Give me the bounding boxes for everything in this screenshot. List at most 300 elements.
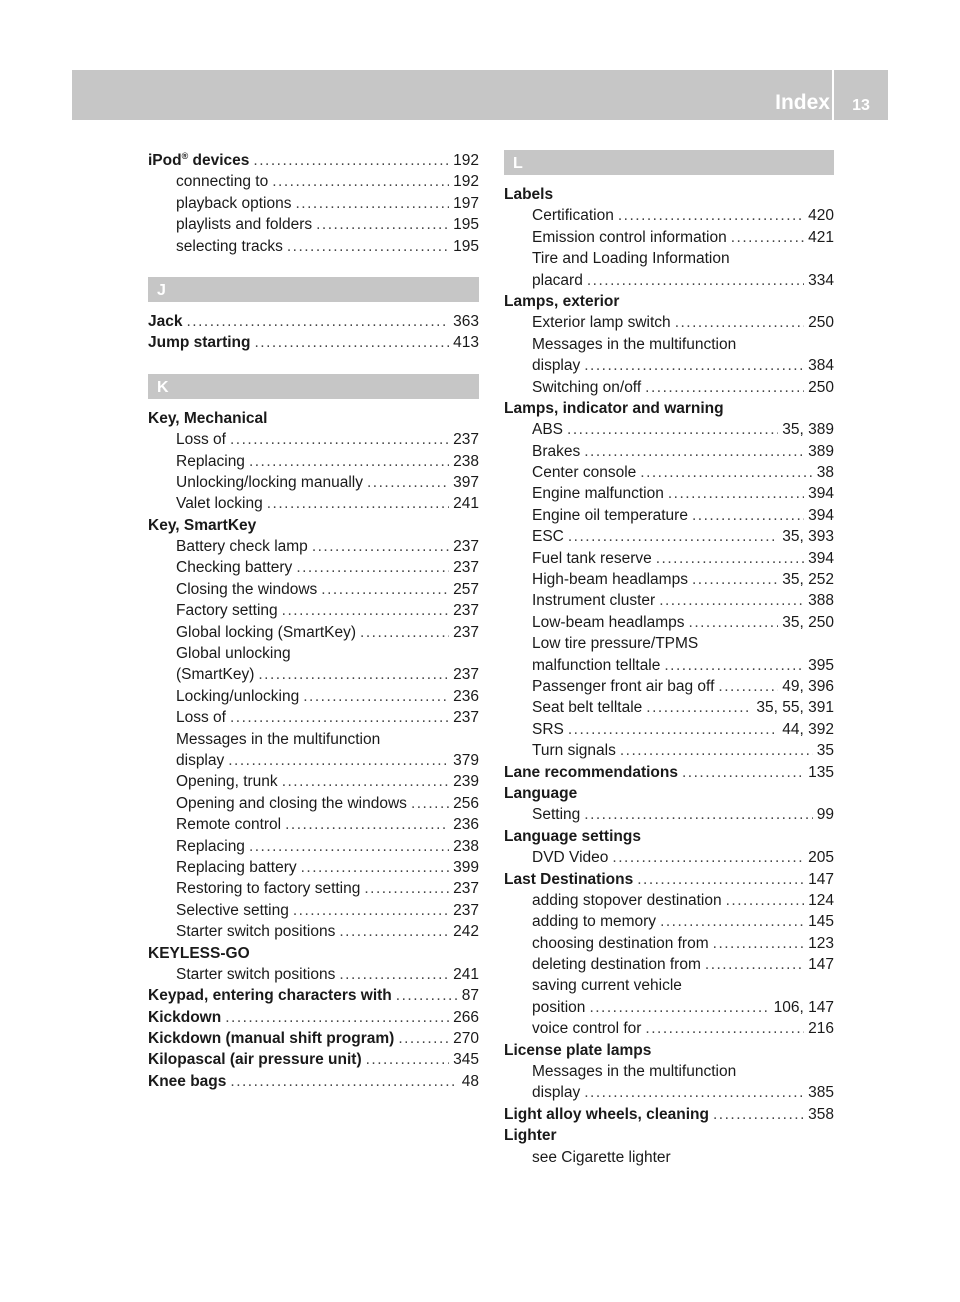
- entry-term: [176, 964, 335, 985]
- dot-leader: [312, 536, 449, 557]
- index-column-right: [504, 150, 834, 1168]
- dot-leader: [682, 762, 804, 783]
- page-reference: 35, 252: [782, 571, 834, 589]
- entry-term-text: Replacing battery: [176, 858, 297, 876]
- entry-term-text: ABS: [532, 421, 564, 439]
- entry-term-text: Unlocking/locking manually: [176, 473, 363, 491]
- entry-term: [532, 847, 608, 868]
- page-reference: 44, 392: [782, 720, 834, 738]
- entry-term: [176, 707, 226, 728]
- entry-term-text: Switching on/off: [532, 378, 642, 396]
- dot-leader: [612, 847, 804, 868]
- dot-leader: [692, 569, 778, 590]
- index-entry: [504, 676, 834, 697]
- dot-leader: [568, 526, 778, 547]
- page-reference: 241: [453, 495, 479, 513]
- dot-leader: [230, 707, 449, 728]
- page-reference: 99: [816, 806, 834, 824]
- entry-term: [532, 462, 636, 483]
- entry-term-text: ESC: [532, 528, 564, 546]
- entry-term-text: placard: [532, 271, 583, 289]
- dot-leader: [689, 612, 779, 633]
- dot-leader: [584, 355, 804, 376]
- entry-term-text: KEYLESS-GO: [148, 944, 250, 962]
- entry-term: [532, 377, 641, 398]
- page-reference: 257: [453, 580, 479, 598]
- index-entry: [504, 612, 834, 633]
- entry-term-text: connecting to: [176, 173, 269, 191]
- index-entry: [148, 771, 479, 792]
- entry-term: [532, 954, 701, 975]
- page-reference: 35, 393: [782, 528, 834, 546]
- dot-leader: [230, 429, 449, 450]
- index-entry: [148, 900, 479, 921]
- entry-term: [532, 997, 585, 1018]
- page-reference: 394: [808, 506, 834, 524]
- entry-term: [504, 398, 724, 419]
- entry-term-text: Messages in the multifunction: [532, 335, 737, 353]
- page-reference: 205: [808, 849, 834, 867]
- index-entry: [148, 921, 479, 942]
- dot-leader: [411, 793, 449, 814]
- entry-term: [176, 643, 291, 664]
- dot-leader: [321, 579, 449, 600]
- dot-leader: [339, 921, 449, 942]
- dot-leader: [620, 740, 813, 761]
- dot-leader: [258, 664, 449, 685]
- index-entry: [148, 429, 479, 450]
- index-entry: [148, 150, 479, 171]
- page-reference: 363: [453, 312, 479, 330]
- index-entry: [504, 655, 834, 676]
- page-reference: 238: [453, 452, 479, 470]
- entry-term-text: Jack: [148, 312, 183, 330]
- entry-term: [176, 729, 380, 750]
- entry-term: [176, 472, 363, 493]
- page-reference: 242: [453, 923, 479, 941]
- entry-term: [532, 1147, 671, 1168]
- letter-spacer: [504, 175, 834, 184]
- entry-term: [532, 697, 642, 718]
- entry-term-text: Remote control: [176, 816, 282, 834]
- dot-leader: [618, 205, 804, 226]
- index-entry: [504, 869, 834, 890]
- entry-term: [148, 985, 392, 1006]
- entry-term-text: Starter switch positions: [176, 965, 336, 983]
- index-entry: [504, 1040, 834, 1061]
- entry-term-text: Kickdown: [148, 1008, 222, 1026]
- page-reference: 35, 55, 391: [756, 699, 834, 717]
- entry-term: [176, 771, 278, 792]
- index-entry: [504, 377, 834, 398]
- index-entry: [504, 270, 834, 291]
- entry-term-text: Loss of: [176, 709, 226, 727]
- dot-leader: [718, 676, 778, 697]
- entry-term-text: Global locking (SmartKey): [176, 623, 357, 641]
- entry-term: [148, 943, 250, 964]
- page-reference: 237: [453, 901, 479, 919]
- entry-term: [148, 1049, 362, 1070]
- entry-term-text: display: [532, 1084, 581, 1102]
- entry-term-text: iPod: [148, 152, 182, 169]
- entry-term: [532, 334, 736, 355]
- index-entry: [148, 557, 479, 578]
- entry-term-text: deleting destination from: [532, 956, 701, 974]
- entry-term: [532, 1061, 736, 1082]
- entry-term-text: Locking/unlocking: [176, 687, 300, 705]
- entry-term: [532, 890, 722, 911]
- dot-leader: [282, 600, 449, 621]
- entry-term-text: Passenger front air bag off: [532, 677, 715, 695]
- page-reference: 216: [808, 1020, 834, 1038]
- index-entry: [148, 878, 479, 899]
- entry-term-text: Low-beam headlamps: [532, 613, 685, 631]
- index-column-left: [148, 150, 479, 1092]
- page-reference: 395: [808, 656, 834, 674]
- index-entry: [504, 1147, 834, 1168]
- index-entry: [148, 707, 479, 728]
- entry-term-text: Light alloy wheels, cleaning: [504, 1105, 709, 1123]
- page-reference: 394: [808, 549, 834, 567]
- entry-term: [532, 1018, 641, 1039]
- entry-term: [532, 804, 580, 825]
- page-reference: 270: [453, 1030, 479, 1048]
- page-reference: 237: [453, 666, 479, 684]
- letter-spacer: [148, 399, 479, 408]
- page-reference: 38: [816, 464, 834, 482]
- index-entry: [148, 664, 479, 685]
- index-entry: [148, 493, 479, 514]
- page-reference: 123: [808, 934, 834, 952]
- entry-term: [148, 1071, 226, 1092]
- index-entry: [148, 171, 479, 192]
- entry-term: [176, 429, 226, 450]
- page-reference: 237: [453, 431, 479, 449]
- index-entry: [504, 248, 834, 269]
- letter-heading: J: [148, 277, 479, 302]
- dot-leader: [656, 548, 804, 569]
- entry-term-text: saving current vehicle: [532, 977, 682, 995]
- entry-term-text: SRS: [532, 720, 564, 738]
- index-entry: [504, 783, 834, 804]
- dot-leader: [713, 933, 804, 954]
- entry-term-text: Kickdown (manual shift program): [148, 1030, 395, 1048]
- dot-leader: [282, 771, 449, 792]
- page-reference: 147: [808, 956, 834, 974]
- page-reference: 192: [453, 173, 479, 191]
- index-entry: [504, 334, 834, 355]
- index-entry: [148, 814, 479, 835]
- dot-leader: [398, 1028, 449, 1049]
- entry-term: [532, 655, 660, 676]
- index-entry: [504, 826, 834, 847]
- entry-term-text: position: [532, 998, 586, 1016]
- entry-term: [532, 676, 714, 697]
- index-entry: [504, 398, 834, 419]
- index-entry: [504, 227, 834, 248]
- entry-term: [148, 332, 250, 353]
- dot-leader: [186, 311, 449, 332]
- entry-term: [504, 1125, 557, 1146]
- entry-term-text: Valet locking: [176, 495, 263, 513]
- entry-term: [532, 548, 652, 569]
- index-entry: [504, 719, 834, 740]
- entry-term: [176, 878, 360, 899]
- dot-leader: [296, 557, 449, 578]
- entry-term: [176, 793, 407, 814]
- entry-term-text: voice control for: [532, 1020, 642, 1038]
- entry-term-text: Low tire pressure/TPMS: [532, 635, 699, 653]
- page-reference: 237: [453, 623, 479, 641]
- entry-term-text: Messages in the multifunction: [532, 1063, 737, 1081]
- entry-term-text: adding to memory: [532, 913, 657, 931]
- page-number: 13: [852, 97, 870, 114]
- dot-leader: [584, 441, 804, 462]
- page-reference: 145: [808, 913, 834, 931]
- index-entry: [504, 997, 834, 1018]
- entry-term: [148, 515, 256, 536]
- entry-term-text: Opening, trunk: [176, 773, 278, 791]
- dot-leader: [705, 954, 804, 975]
- index-entry: [504, 548, 834, 569]
- dot-leader: [364, 878, 449, 899]
- page-reference: 236: [453, 816, 479, 834]
- dot-leader: [287, 236, 449, 257]
- dot-leader: [254, 332, 449, 353]
- entry-term-text: Replacing: [176, 452, 245, 470]
- entry-term: [504, 762, 678, 783]
- entry-term-text: Loss of: [176, 431, 226, 449]
- entry-term: [148, 1028, 394, 1049]
- page-reference: 250: [808, 378, 834, 396]
- entry-term-text: Turn signals: [532, 742, 616, 760]
- entry-term: [532, 227, 727, 248]
- entry-term: [176, 557, 292, 578]
- dot-leader: [587, 270, 804, 291]
- dot-leader: [301, 857, 450, 878]
- page-reference: 420: [808, 207, 834, 225]
- entry-term: [176, 193, 291, 214]
- entry-term: [532, 483, 664, 504]
- entry-term: [532, 355, 580, 376]
- entry-term-text: Tire and Loading Information: [532, 250, 730, 268]
- page-reference: 345: [453, 1051, 479, 1069]
- index-entry: [148, 1071, 479, 1092]
- index-entry: [148, 964, 479, 985]
- dot-leader: [645, 1018, 804, 1039]
- page-reference: 389: [808, 442, 834, 460]
- index-entry: [148, 622, 479, 643]
- index-entry: [504, 911, 834, 932]
- entry-term: [504, 1040, 651, 1061]
- entry-term-text: Opening and closing the windows: [176, 794, 407, 812]
- index-entry: [148, 236, 479, 257]
- entry-term: [176, 664, 254, 685]
- entry-term-text: Restoring to factory setting: [176, 880, 361, 898]
- entry-term: [532, 975, 682, 996]
- entry-term: [532, 419, 563, 440]
- page-reference: 256: [453, 794, 479, 812]
- letter-spacer: [148, 257, 479, 277]
- page-reference: 421: [808, 228, 834, 246]
- index-entry: [504, 462, 834, 483]
- entry-term-text: devices: [188, 152, 250, 169]
- entry-term-text: Labels: [504, 186, 554, 203]
- page-reference: 135: [808, 763, 834, 781]
- entry-term-text: Fuel tank reserve: [532, 549, 652, 567]
- page-reference: 147: [808, 870, 834, 888]
- page-reference: 237: [453, 880, 479, 898]
- entry-term: [532, 441, 580, 462]
- entry-term-text: display: [532, 357, 581, 375]
- dot-leader: [668, 483, 804, 504]
- entry-term-text: adding stopover destination: [532, 891, 722, 909]
- index-entry: [504, 762, 834, 783]
- dot-leader: [295, 193, 449, 214]
- entry-term: [504, 291, 619, 312]
- index-entry: [504, 847, 834, 868]
- entry-term: [532, 270, 583, 291]
- index-entry: [504, 1104, 834, 1125]
- index-entry: [504, 1061, 834, 1082]
- entry-term: [532, 633, 698, 654]
- entry-term-text: Messages in the multifunction: [176, 730, 381, 748]
- page-reference: 236: [453, 687, 479, 705]
- dot-leader: [253, 150, 449, 171]
- entry-term: [532, 248, 730, 269]
- dot-leader: [692, 505, 804, 526]
- entry-term: [532, 612, 685, 633]
- entry-term-text: DVD Video: [532, 849, 609, 867]
- index-entry: [504, 1125, 834, 1146]
- index-entry: [504, 590, 834, 611]
- dot-leader: [293, 900, 449, 921]
- index-entry: [504, 184, 834, 205]
- page-reference: 250: [808, 314, 834, 332]
- dot-leader: [664, 655, 804, 676]
- entry-term: [532, 590, 655, 611]
- dot-leader: [316, 214, 449, 235]
- letter-spacer: [148, 354, 479, 374]
- dot-leader: [367, 472, 449, 493]
- entry-term-text: Engine oil temperature: [532, 506, 688, 524]
- index-entry: [504, 633, 834, 654]
- entry-term: [176, 171, 268, 192]
- entry-term: [148, 408, 267, 429]
- dot-leader: [731, 227, 804, 248]
- entry-term: [532, 205, 614, 226]
- index-entry: [148, 793, 479, 814]
- page-reference: 192: [453, 152, 479, 169]
- dot-leader: [584, 1082, 804, 1103]
- page-reference: 237: [453, 602, 479, 620]
- page-reference: 413: [453, 334, 479, 352]
- index-entry: [148, 515, 479, 536]
- dot-leader: [584, 804, 812, 825]
- index-entry: [148, 643, 479, 664]
- entry-term: [176, 921, 335, 942]
- registered-mark: ®: [181, 151, 189, 161]
- dot-leader: [230, 1071, 457, 1092]
- entry-term-text: (SmartKey): [176, 666, 255, 684]
- entry-term: [176, 836, 245, 857]
- dot-leader: [272, 171, 449, 192]
- entry-term: [176, 451, 245, 472]
- page-reference: 237: [453, 709, 479, 727]
- dot-leader: [713, 1104, 804, 1125]
- entry-term-text: Replacing: [176, 837, 245, 855]
- entry-term-text: Lane recommendations: [504, 763, 678, 781]
- index-entry: [504, 1082, 834, 1103]
- page-reference: 266: [453, 1008, 479, 1026]
- page-reference: 197: [453, 194, 479, 212]
- dot-leader: [249, 451, 449, 472]
- index-entry: [504, 419, 834, 440]
- entry-term: [504, 1104, 709, 1125]
- entry-term-text: see Cigarette lighter: [532, 1148, 671, 1166]
- entry-term-text: Factory setting: [176, 602, 278, 620]
- entry-term: [504, 826, 641, 847]
- entry-term: [176, 579, 317, 600]
- entry-term: [148, 311, 182, 332]
- entry-term-text: High-beam headlamps: [532, 571, 688, 589]
- index-entry: [148, 193, 479, 214]
- index-entry: [504, 933, 834, 954]
- letter-heading: L: [504, 150, 834, 175]
- entry-term-text: malfunction telltale: [532, 656, 661, 674]
- page-reference: 334: [808, 271, 834, 289]
- entry-term: [148, 150, 249, 171]
- index-entry: [504, 483, 834, 504]
- page-reference: 385: [808, 1084, 834, 1102]
- index-entry: [504, 697, 834, 718]
- dot-leader: [567, 419, 778, 440]
- index-entry: [148, 686, 479, 707]
- entry-term-text: Lamps, indicator and warning: [504, 399, 724, 417]
- page-reference: 124: [808, 891, 834, 909]
- entry-term-text: Language settings: [504, 827, 641, 845]
- index-entry: [148, 1049, 479, 1070]
- entry-term: [532, 719, 564, 740]
- index-entry: [504, 291, 834, 312]
- dot-leader: [675, 312, 804, 333]
- index-entry: [504, 505, 834, 526]
- entry-term-text: Knee bags: [148, 1072, 227, 1090]
- index-entry: [504, 441, 834, 462]
- dot-leader: [249, 836, 449, 857]
- dot-leader: [660, 911, 804, 932]
- index-entry: [148, 332, 479, 353]
- dot-leader: [640, 462, 812, 483]
- page-reference: 379: [453, 751, 479, 769]
- index-entry: [148, 536, 479, 557]
- entry-term-text: Lamps, exterior: [504, 292, 620, 310]
- page-reference: 48: [461, 1072, 479, 1090]
- index-entry: [148, 729, 479, 750]
- entry-term: [532, 526, 564, 547]
- entry-term-text: Emission control information: [532, 228, 727, 246]
- entry-term: [176, 814, 281, 835]
- entry-term: [532, 1082, 580, 1103]
- entry-term: [176, 686, 299, 707]
- index-entry: [148, 472, 479, 493]
- index-entry: [504, 804, 834, 825]
- index-entry: [504, 890, 834, 911]
- entry-term-text: Key, Mechanical: [148, 409, 268, 427]
- entry-term-text: License plate lamps: [504, 1041, 652, 1059]
- entry-term-text: playback options: [176, 194, 292, 212]
- section-title: Index: [775, 91, 830, 114]
